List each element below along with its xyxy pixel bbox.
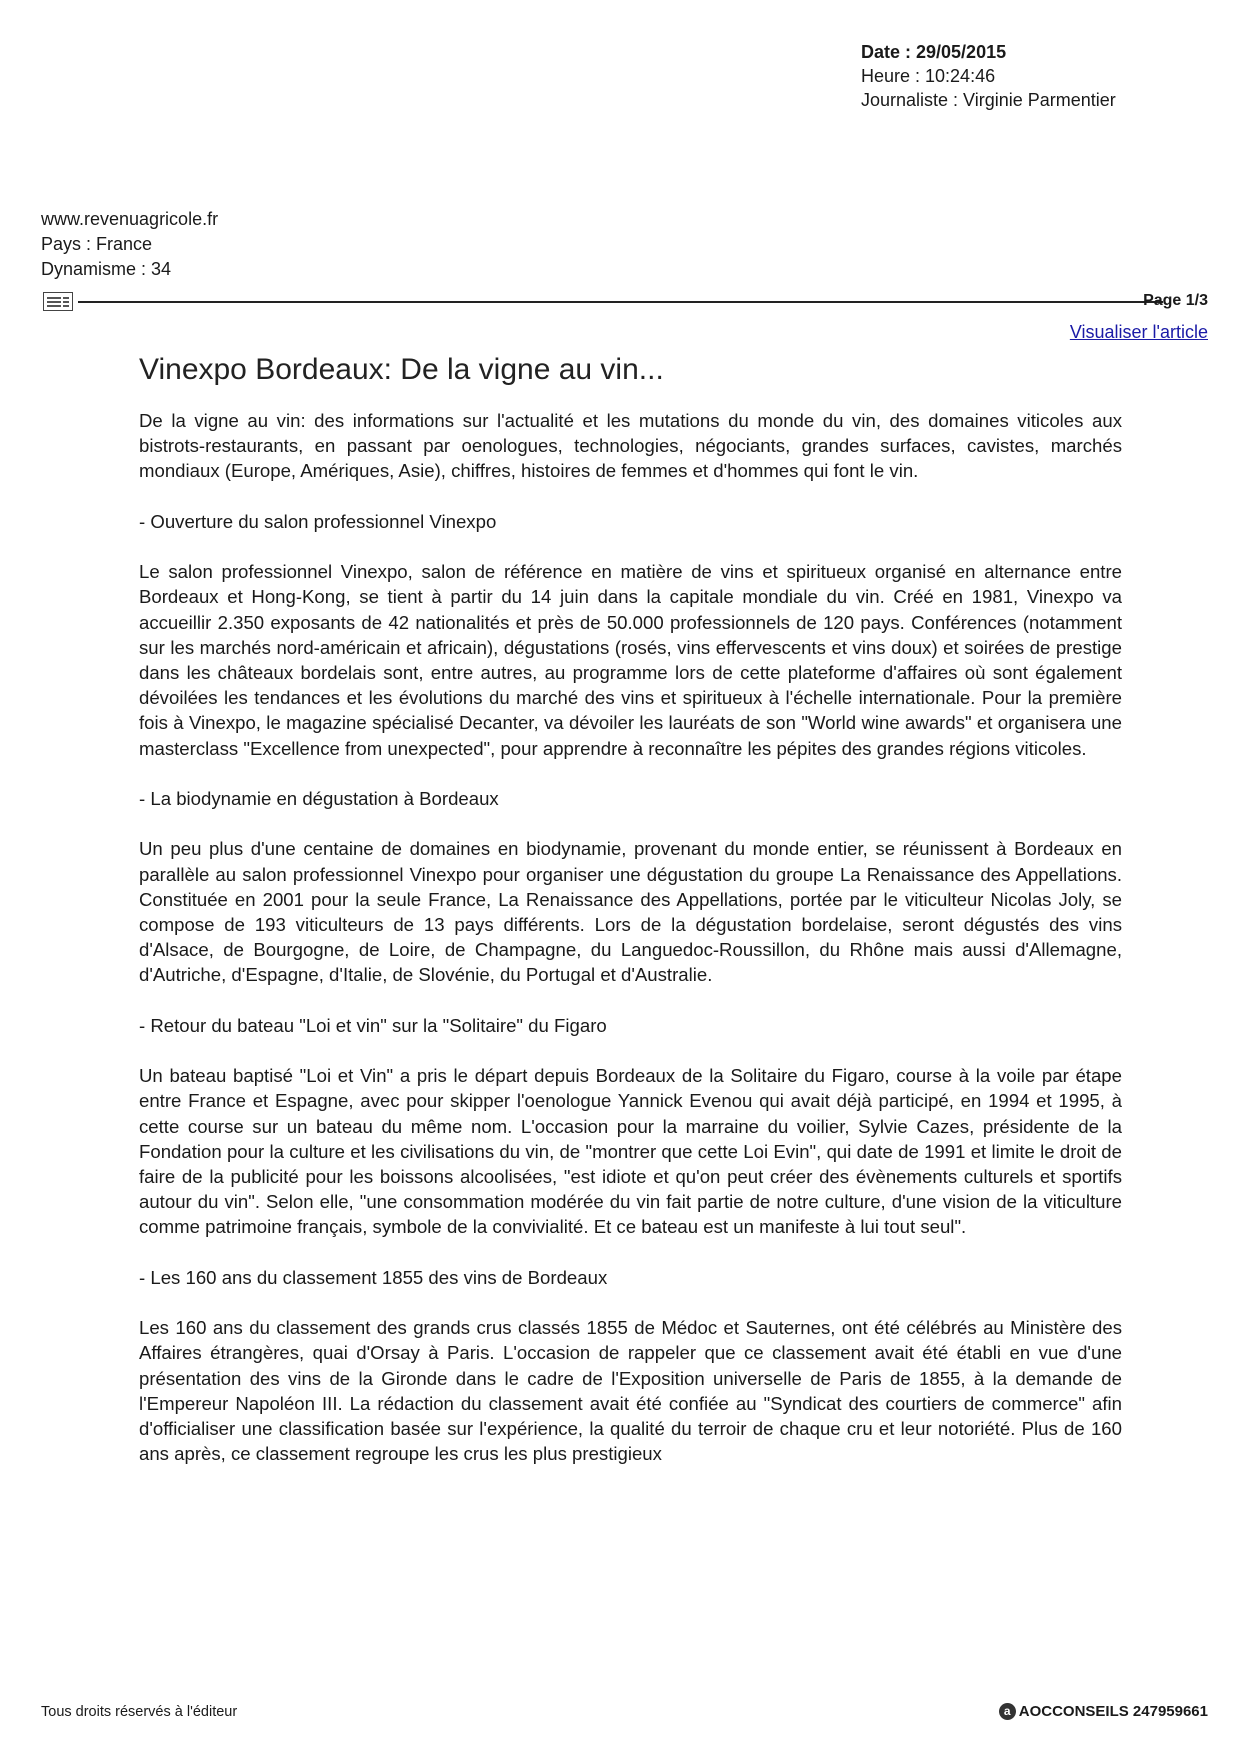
article-title: Vinexpo Bordeaux: De la vigne au vin...: [139, 353, 664, 386]
page-number: Page 1/3: [1143, 292, 1208, 309]
section-heading: - Retour du bateau "Loi et vin" sur la "Solitaire" du Figaro: [139, 1014, 607, 1036]
article-paragraph: De la vigne au vin: des informations sur l'actualité et les mutations du monde du vin, des domaines viticoles aux bistrots-restaurants, en passant par oenologues, technologies, négociants, grandes surfaces, cavistes, marchés mondiaux (Europe, Amériques, Asie), chiffres, histoires de femmes et d'hommes qui font le vin.: [139, 410, 1122, 482]
agency-logo-icon: a: [999, 1703, 1016, 1720]
source-dynamism: Dynamisme : 34: [41, 259, 172, 279]
article-paragraph: Les 160 ans du classement des grands crus classés 1855 de Médoc et Sauternes, ont été célébrés au Ministère des Affaires étrangères, quai d'Orsay à Paris. L'occasion de rappeler que ce classement avait été établi en vue d'une présentation des vins de la Gironde dans le cadre de l'Exposition universelle de Paris de 1855, à la demande de l'Empereur Napoléon III. La rédaction du classement avait été confiée au "Syndicat des courtiers de commerce" afin d'officialiser une classification basée sur l'expérience, la qualité du terroir de chaque cru et leur notoriété. Plus de 160 ans après, ce classement regroupe les crus les plus prestigieux: [139, 1317, 1122, 1465]
agency-ref: [999, 1703, 1208, 1720]
date-text: Date : 29/05/2015: [861, 42, 1007, 62]
journalist-text: Journaliste : Virginie Parmentier: [861, 90, 1116, 110]
time-text: Heure : 10:24:46: [861, 66, 996, 86]
article-paragraph: Le salon professionnel Vinexpo, salon de référence en matière de vins et spiritueux organisé en alternance entre Bordeaux et Hong-Kong, se tient à partir du 14 juin dans la capitale mondiale du vin. Créé en 1981, Vinexpo va accueillir 2.350 exposants de 42 nationalités et près de 50.000 professionnels de 120 pays. Conférences (notamment sur les marchés nord-américain et africain), dégustations (rosés, vins effervescents et vins doux) et soirées de prestige dans les châteaux bordelais sont, entre autres, au programme lors de cette plateforme d'affaires où sont également dévoilées les tendances et les évolutions du marché des vins et spiritueux à l'échelle internationale. Pour la première fois à Vinexpo, le magazine spécialisé Decanter, va dévoiler les lauréats de son "World wine awards" et organisera une masterclass "Excellence from unexpected", pour apprendre à reconnaître les pépites des grandes régions viticoles.: [139, 561, 1122, 759]
clipping-meta: [861, 40, 1116, 112]
agency-text: AOCCONSEILS 247959661: [1018, 1703, 1208, 1720]
section-heading: - Les 160 ans du classement 1855 des vins de Bordeaux: [139, 1266, 608, 1288]
section-heading: - La biodynamie en dégustation à Bordeaux: [139, 788, 499, 809]
source-info: [41, 207, 218, 282]
header-rule: [43, 290, 1208, 314]
article-body: [139, 408, 1122, 1492]
divider: [78, 301, 1163, 303]
source-website: www.revenuagricole.fr: [41, 209, 219, 229]
source-country: Pays : France: [41, 234, 153, 254]
view-article-link[interactable]: Visualiser l'article: [1069, 322, 1208, 342]
article-paragraph: Un peu plus d'une centaine de domaines en biodynamie, provenant du monde entier, se réunissent à Bordeaux en parallèle au salon professionnel Vinexpo pour organiser une dégustation du groupe La Renaissance des Appellations. Constituée en 2001 pour la seule France, La Renaissance des Appellations, portée par le viticulteur Nicolas Joly, se compose de 193 viticulteurs de 13 pays différents. Lors de la dégustation bordelaise, seront dégustés des vins d'Alsace, de Bourgogne, de Loire, de Champagne, du Languedoc-Roussillon, du Rhône mais aussi d'Allemagne, d'Autriche, d'Espagne, d'Italie, de Slovénie, du Portugal et d'Australie.: [139, 838, 1122, 986]
rights-notice: Tous droits réservés à l'éditeur: [41, 1704, 238, 1720]
section-heading: - Ouverture du salon professionnel Vinexpo: [139, 510, 497, 532]
article-paragraph: Un bateau baptisé "Loi et Vin" a pris le départ depuis Bordeaux de la Solitaire du Figaro, course à la voile par étape entre France et Espagne, avec pour skipper l'oenologue Yannick Evenou qui avait déjà participé, en 1994 et 1995, à cette course sur un bateau du même nom. L'occasion pour la marraine du voilier, Sylvie Cazes, présidente de la Fondation pour la culture et les civilisations du vin, de "montrer que cette Loi Evin", qui date de 1991 et limite le droit de faire de la publicité pour les boissons alcoolisées, "est idiote et qu'on peut créer des évènements culturels et sportifs autour du vin". Selon elle, "une consommation modérée du vin fait partie de notre culture, d'une vision de la viticulture comme patrimoine français, symbole de la convivialité. Et ce bateau est un manifeste à lui tout seul".: [139, 1065, 1122, 1238]
article-icon: [43, 292, 73, 311]
